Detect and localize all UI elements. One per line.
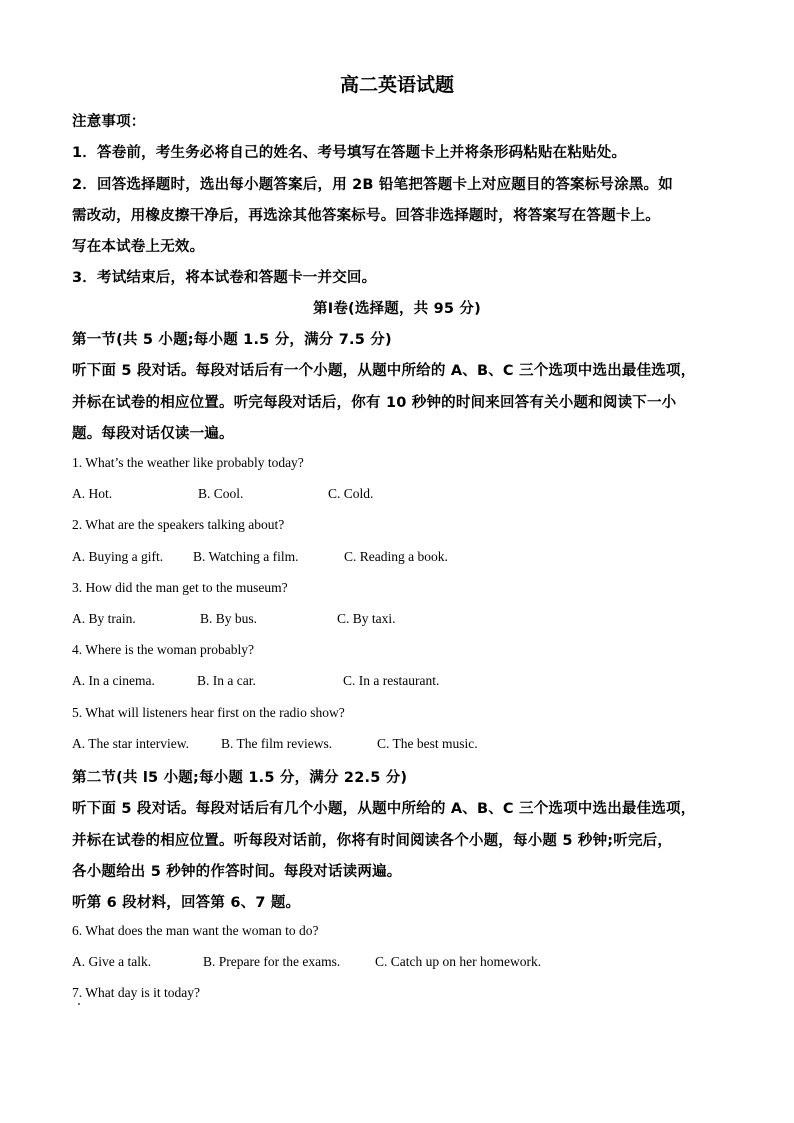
question-3-option-c: C. By taxi. [337, 611, 396, 626]
question-1-option-b: B. Cool. [198, 486, 244, 501]
question-6-option-b: B. Prepare for the exams. [203, 954, 341, 969]
question-6-option-c: C. Catch up on her homework. [375, 954, 542, 969]
notice-item-2-line-2: 需改动，用橡皮擦干净后，再选涂其他答案标号。回答非选择题时，将答案写在答题卡上。 [72, 208, 660, 224]
question-3-option-b: B. By bus. [200, 611, 258, 626]
question-6: 6. What does the man want the woman to do? [72, 923, 319, 938]
notice-item-3: 3．考试结束后，将本试卷和答题卡一并交回。 [72, 270, 377, 286]
question-2-option-c: C. Reading a book. [344, 549, 448, 564]
page-title: 高二英语试题 [339, 74, 454, 96]
question-5-option-b: B. The film reviews. [221, 736, 333, 751]
section-1-instructions-line-1: 听下面 5 段对话。每段对话后有一个小题，从题中所给的 A、B、C 三个选项中选出最佳选项， [72, 363, 696, 379]
question-2-option-a: A. Buying a gift. [72, 549, 164, 564]
question-1-option-a: A. Hot. [72, 486, 113, 501]
question-5-option-a: A. The star interview. [72, 736, 189, 751]
question-4: 4. Where is the woman probably? [72, 642, 254, 657]
question-5: 5. What will listeners hear first on the radio show? [72, 705, 345, 720]
stray-mark [78, 1003, 80, 1005]
notice-item-1: 1．答卷前，考生务必将自己的姓名、考号填写在答题卡上并将条形码粘贴在粘贴处。 [72, 145, 627, 161]
question-2-option-b: B. Watching a film. [193, 549, 299, 564]
section-2-instructions-line-2: 并标在试卷的相应位置。听每段对话前，你将有时间阅读各个小题，每小题 5 秒钟;听完后， [72, 833, 673, 849]
section-2-heading: 第二节(共 l5 小题;每小题 1.5 分，满分 22.5 分) [72, 770, 408, 786]
question-3: 3. How did the man get to the museum? [72, 580, 288, 595]
section-2-instructions-line-3: 各小题给出 5 秒钟的作答时间。每段对话读两遍。 [72, 864, 402, 880]
material-6-heading: 听第 6 段材料，回答第 6、7 题。 [72, 895, 301, 911]
notice-item-2-line-3: 写在本试卷上无效。 [72, 239, 205, 255]
question-3-option-a: A. By train. [72, 611, 136, 626]
question-7: 7. What day is it today? [72, 985, 200, 1000]
question-4-option-b: B. In a car. [197, 673, 256, 688]
section-1-heading: 第一节(共 5 小题;每小题 1.5 分，满分 7.5 分) [72, 332, 392, 348]
question-5-option-c: C. The best music. [377, 736, 478, 751]
notice-item-2-line-1: 2．回答选择题时，选出每小题答案后，用 2B 铅笔把答题卡上对应题目的答案标号涂黑。如 [72, 177, 673, 193]
question-4-option-c: C. In a restaurant. [343, 673, 440, 688]
section-1-instructions-line-3: 题。每段对话仅读一遍。 [72, 426, 234, 442]
section-2-instructions-line-1: 听下面 5 段对话。每段对话后有几个小题，从题中所给的 A、B、C 三个选项中选出最佳选项， [72, 801, 696, 817]
question-4-option-a: A. In a cinema. [72, 673, 155, 688]
question-2: 2. What are the speakers talking about? [72, 517, 285, 532]
question-1-option-c: C. Cold. [328, 486, 374, 501]
section-1-instructions-line-2: 并标在试卷的相应位置。听完每段对话后，你有 10 秒钟的时间来回答有关小题和阅读下一小 [72, 395, 677, 411]
part-1-title: 第Ⅰ卷(选择题，共 95 分) [313, 301, 481, 317]
question-1: 1. What’s the weather like probably today? [72, 455, 304, 470]
question-6-option-a: A. Give a talk. [72, 954, 152, 969]
notice-heading: 注意事项： [72, 114, 146, 130]
